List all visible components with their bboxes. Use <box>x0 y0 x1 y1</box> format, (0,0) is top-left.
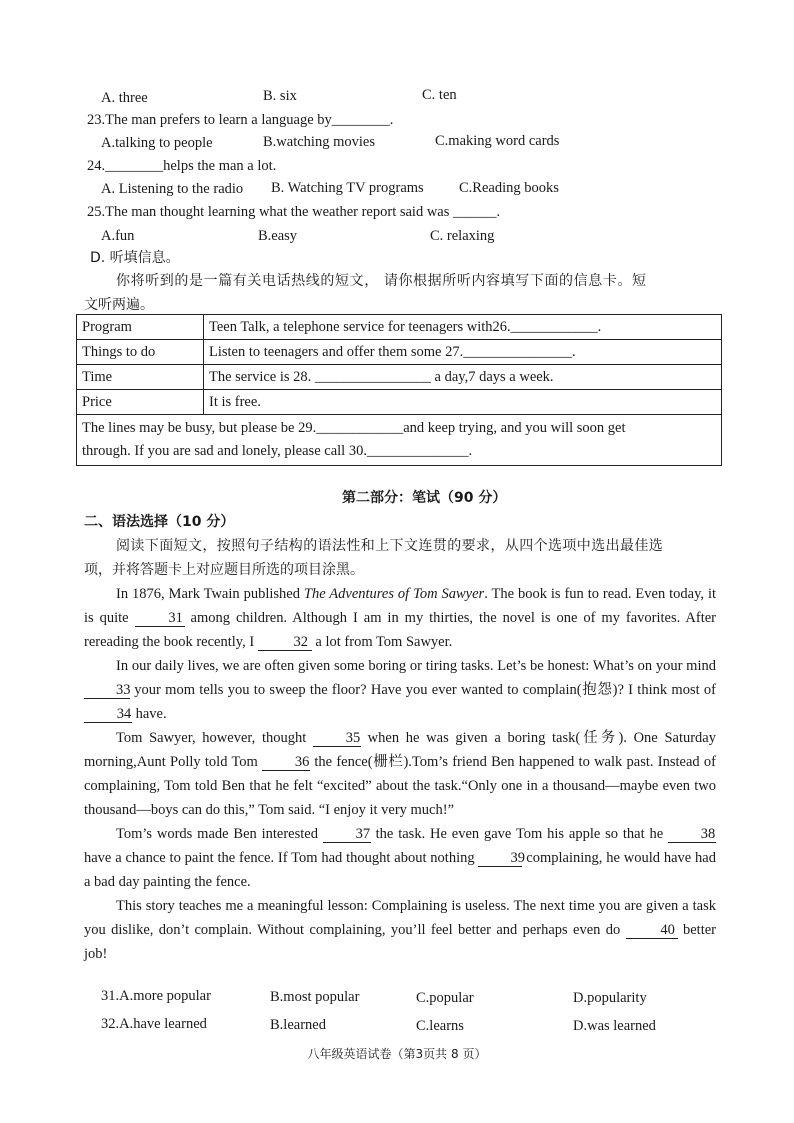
info-card-footer-line2: through. If you are sad and lonely, please call 30.______________. <box>82 443 473 459</box>
passage-paragraph-5: This story teaches me a meaningful lesson: Complaining is useless. The next time you are given a task you dislike, don’t complain. Without complaining, you’ll feel better and perhaps even do 40 better job! <box>84 898 717 962</box>
q25-stem: 25.The man thought learning what the weather report said was ______. <box>87 204 501 220</box>
info-card-footer <box>77 415 722 466</box>
q25-option-b: B.easy <box>258 228 298 244</box>
passage-paragraph-1: In 1876, Mark Twain published The Adventures of Tom Sawyer. The book is fun to read. Even today, it is quite 31 among children. Although I am in my thirties, the novel is one of my favorites. After rereading the book recently, I 32 a lot from Tom Sawyer. <box>84 586 716 650</box>
info-card-row-program <box>77 315 722 340</box>
info-card-footer-line1: The lines may be busy, but please be 29.____________and keep trying, and you will soon get <box>82 420 626 436</box>
q32-option-d: D.was learned <box>573 1018 656 1034</box>
blank-35: 35 <box>313 730 361 747</box>
blank-33: 33 <box>84 682 130 699</box>
grammar-instruction-line2: 项，并将答题卡上对应题目所选的项目涂黑。 <box>84 562 364 578</box>
info-card-row-things-to-do <box>77 340 722 365</box>
q32-option-c: C.learns <box>416 1018 464 1034</box>
q31-option-b: B.most popular <box>270 989 360 1005</box>
grammar-instruction-line1: 阅读下面短文，按照句子结构的语法性和上下文连贯的要求，从四个选项中选出最佳选 <box>116 538 664 554</box>
info-card-row-price <box>77 390 722 415</box>
info-card-value: Teen Talk, a telephone service for teenagers with26.____________. <box>204 315 722 340</box>
info-card-value: The service is 28. ________________ a day,7 days a week. <box>204 365 722 390</box>
info-card-value: Listen to teenagers and offer them some 27._______________. <box>204 340 722 365</box>
q31-option-d: D.popularity <box>573 990 647 1006</box>
blank-32: 32 <box>258 634 312 651</box>
cloze-passage <box>84 582 716 966</box>
part-two-title: 第二部分：笔试（90 分） <box>342 490 507 506</box>
passage-paragraph-3: Tom Sawyer, however, thought 35 when he was given a boring task(任务). One Saturday morning,Aunt Polly told Tom 36 the fence(栅栏).Tom’s friend Ben happened to walk past. Instead of complaining, Tom told Ben that he felt “excited” about the task.“Only one in a thousand—maybe even two thousand—boys can do this,” Tom said. “I enjoy it very much!” <box>84 730 716 818</box>
info-card-value: It is free. <box>204 390 722 415</box>
q23-option-c: C.making word cards <box>435 133 560 149</box>
info-card-label: Program <box>77 315 204 340</box>
q31-option-a: 31.A.more popular <box>101 988 211 1004</box>
book-title: The Adventures of Tom Sawyer <box>303 586 485 602</box>
q24-option-a: A. Listening to the radio <box>101 181 244 197</box>
q22-option-c: C. ten <box>422 87 457 103</box>
info-card-row-time <box>77 365 722 390</box>
page-footer: 八年级英语试卷（第3页共 8 页） <box>307 1047 487 1061</box>
blank-31: 31 <box>135 610 185 627</box>
q23-option-b: B.watching movies <box>263 134 375 150</box>
q31-option-c: C.popular <box>416 990 474 1006</box>
q24-option-b: B. Watching TV programs <box>271 180 424 196</box>
blank-37: 37 <box>323 826 371 843</box>
q24-stem: 24.________helps the man a lot. <box>87 158 277 174</box>
section-d-instruction-line2: 文听两遍。 <box>84 297 154 313</box>
q24-option-c: C.Reading books <box>459 180 559 196</box>
info-card-label: Price <box>77 390 204 415</box>
q32-option-a: 32.A.have learned <box>101 1016 207 1032</box>
info-card-row-footer <box>77 415 722 466</box>
info-card-label: Time <box>77 365 204 390</box>
q32-option-b: B.learned <box>270 1017 326 1033</box>
info-card-label: Things to do <box>77 340 204 365</box>
q23-option-a: A.talking to people <box>101 135 213 151</box>
blank-38: 38 <box>668 826 716 843</box>
blank-40: 40 <box>626 922 678 939</box>
passage-paragraph-4: Tom’s words made Ben interested 37 the task. He even gave Tom his apple so that he 38 have a chance to paint the fence. If Tom had thought about nothing 39 complaining, he would have had a bad day painting the fence. <box>84 826 716 890</box>
passage-paragraph-2: In our daily lives, we are often given some boring or tiring tasks. Let’s be honest: What’s on your mind 33 your mom tells you to sweep the floor? Have you ever wanted to complain(抱怨)? I think most of 34 have. <box>84 654 716 726</box>
q23-stem: 23.The man prefers to learn a language by________. <box>87 112 394 128</box>
grammar-section-title: 二、语法选择（10 分） <box>84 514 235 530</box>
q25-option-c: C. relaxing <box>430 228 495 244</box>
blank-34: 34 <box>84 706 132 723</box>
section-d-title: D. 听填信息。 <box>90 250 180 266</box>
info-card-table <box>76 314 722 466</box>
blank-39: 39 <box>478 850 522 867</box>
q22-option-b: B. six <box>263 88 297 104</box>
section-d-instruction-line1: 你将听到的是一篇有关电话热线的短文， 请你根据所听内容填写下面的信息卡。短 <box>116 273 647 289</box>
q25-option-a: A.fun <box>101 228 135 244</box>
blank-36: 36 <box>262 754 310 771</box>
q22-option-a: A. three <box>101 90 148 106</box>
